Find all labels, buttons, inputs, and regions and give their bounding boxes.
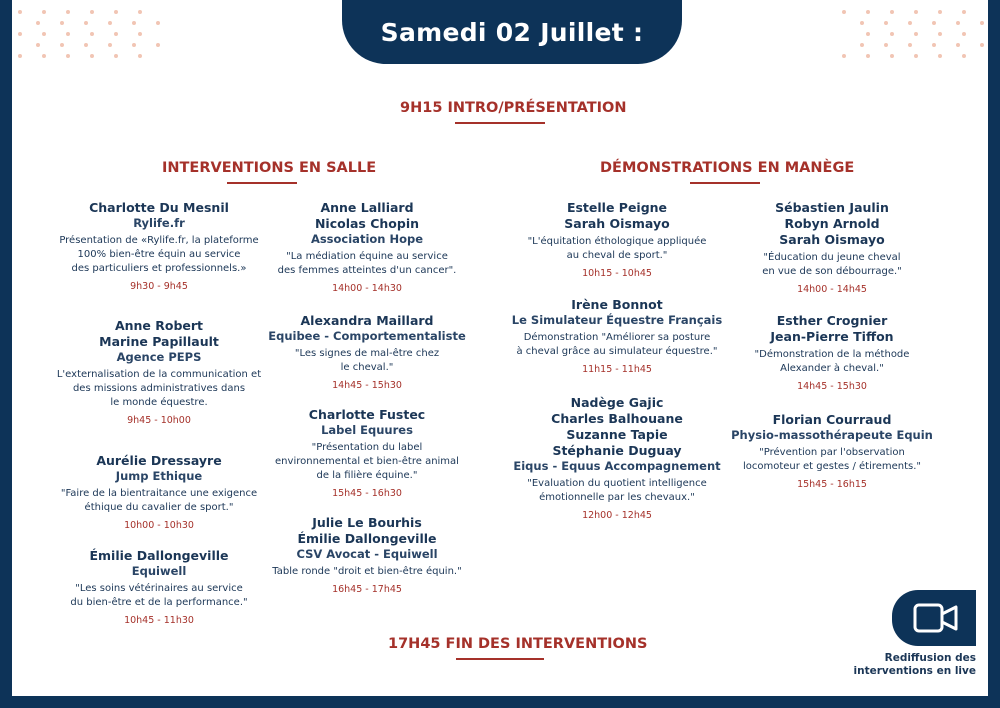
session-description xyxy=(722,348,942,376)
section-salle-text: INTERVENTIONS EN SALLE xyxy=(162,160,377,176)
decorative-dot xyxy=(18,32,22,36)
finale-text: 17H45 FIN DES INTERVENTIONS xyxy=(388,636,648,652)
finale-heading xyxy=(388,636,648,660)
decorative-dot xyxy=(66,32,70,36)
speaker-name: Estelle Peigne xyxy=(566,200,668,215)
session-description xyxy=(257,347,477,375)
speaker-name: Marine Papillault xyxy=(99,334,219,349)
description-line: émotionnelle par les chevaux." xyxy=(539,492,695,503)
title-tab xyxy=(342,0,682,64)
decorative-dots-right xyxy=(842,10,988,80)
session-time: 12h00 - 12h45 xyxy=(582,510,652,521)
description-line: "Les soins vétérinaires au service xyxy=(75,583,243,594)
section-manege-underline xyxy=(690,182,760,184)
description-line: éthique du cavalier de sport." xyxy=(84,502,234,513)
decorative-dot xyxy=(108,21,112,25)
speaker-name: Esther Crognier xyxy=(776,313,888,328)
manege-entry xyxy=(507,395,727,521)
session-description xyxy=(257,441,477,483)
description-line: Présentation de «Rylife.fr, la plateforme xyxy=(59,235,259,246)
description-line: L'externalisation de la communication et xyxy=(56,369,262,380)
decorative-dot xyxy=(980,21,984,25)
session-time: 14h00 - 14h45 xyxy=(797,284,867,295)
speaker-name: Nadège Gajic xyxy=(570,395,664,410)
description-line: environnemental et bien-être animal xyxy=(275,456,459,467)
decorative-dot xyxy=(914,54,918,58)
session-description xyxy=(257,250,477,278)
session-time: 9h30 - 9h45 xyxy=(130,281,188,292)
description-line: "Faire de la bientraitance une exigence xyxy=(60,488,258,499)
section-salle-heading xyxy=(162,160,377,184)
decorative-dot xyxy=(18,10,22,14)
intro-heading xyxy=(400,100,627,124)
session-time: 14h45 - 15h30 xyxy=(332,380,402,391)
decorative-dot xyxy=(42,10,46,14)
session-time: 11h15 - 11h45 xyxy=(582,364,652,375)
session-time: 9h45 - 10h00 xyxy=(127,415,191,426)
decorative-dot xyxy=(938,54,942,58)
speaker-name: Aurélie Dressayre xyxy=(96,453,222,468)
decorative-dot xyxy=(18,54,22,58)
decorative-dot xyxy=(60,21,64,25)
decorative-dot xyxy=(842,54,846,58)
decorative-dot xyxy=(108,43,112,47)
decorative-dot xyxy=(132,21,136,25)
speaker-organization: Agence PEPS xyxy=(116,350,202,364)
speaker-organization: Association Hope xyxy=(310,232,424,246)
decorative-dot xyxy=(938,32,942,36)
decorative-dot xyxy=(860,43,864,47)
decorative-dot xyxy=(962,32,966,36)
description-line: "Les signes de mal-être chez xyxy=(294,348,440,359)
description-line: "Démonstration de la méthode xyxy=(754,349,910,360)
session-description xyxy=(507,331,727,359)
decorative-dot xyxy=(932,43,936,47)
session-time: 10h45 - 11h30 xyxy=(124,615,194,626)
speaker-name: Alexandra Maillard xyxy=(300,313,434,328)
description-line: Table ronde "droit et bien-être équin." xyxy=(272,566,462,577)
decorative-dot xyxy=(138,54,142,58)
speaker-name: Charlotte Fustec xyxy=(308,407,426,422)
description-line: "Prévention par l'observation xyxy=(759,447,905,458)
decorative-dot xyxy=(860,21,864,25)
decorative-dot xyxy=(114,10,118,14)
decorative-dot xyxy=(90,54,94,58)
live-line-1: Rediffusion des xyxy=(884,652,976,664)
session-description xyxy=(49,582,269,610)
section-manege-text: DÉMONSTRATIONS EN MANÈGE xyxy=(600,160,855,176)
live-line-2: interventions en live xyxy=(853,665,976,677)
manege-entry xyxy=(722,200,942,295)
session-description xyxy=(49,234,269,276)
speaker-organization: Label Equures xyxy=(321,423,413,437)
speaker-name: Robyn Arnold xyxy=(784,216,880,231)
decorative-dot xyxy=(956,43,960,47)
session-description xyxy=(257,565,477,579)
decorative-dot xyxy=(138,10,142,14)
session-description xyxy=(722,251,942,279)
session-description xyxy=(722,446,942,474)
salle-entry xyxy=(257,407,477,499)
speaker-name: Nicolas Chopin xyxy=(314,216,420,231)
decorative-dot xyxy=(890,10,894,14)
speaker-name: Suzanne Tapie xyxy=(566,427,668,442)
decorative-dot xyxy=(890,32,894,36)
speaker-name: Charles Balhouane xyxy=(551,411,683,426)
description-line: "Présentation du label xyxy=(311,442,423,453)
description-line: "La médiation équine au service xyxy=(286,251,448,262)
decorative-dot xyxy=(908,43,912,47)
description-line: Alexander à cheval." xyxy=(780,363,884,374)
manege-entry xyxy=(507,200,727,279)
manege-entry xyxy=(722,313,942,392)
speaker-organization: Le Simulateur Équestre Français xyxy=(511,313,723,327)
speaker-name: Charlotte Du Mesnil xyxy=(89,200,229,215)
decorative-dot xyxy=(866,10,870,14)
decorative-dot xyxy=(980,43,984,47)
decorative-dot xyxy=(914,32,918,36)
section-manege-heading xyxy=(600,160,855,184)
live-replay-badge[interactable] xyxy=(892,590,976,646)
session-time: 14h00 - 14h30 xyxy=(332,283,402,294)
decorative-dot xyxy=(42,32,46,36)
description-line: "L'équitation éthologique appliquée xyxy=(527,236,707,247)
session-time: 15h45 - 16h30 xyxy=(332,488,402,499)
decorative-dot xyxy=(36,21,40,25)
session-description xyxy=(49,368,269,410)
description-line: des femmes atteintes d'un cancer". xyxy=(277,265,457,276)
speaker-name: Sarah Oismayo xyxy=(564,216,670,231)
intro-underline xyxy=(455,122,545,124)
speaker-name: Émilie Dallongeville xyxy=(297,531,437,546)
speaker-name: Sébastien Jaulin xyxy=(775,200,889,215)
session-description xyxy=(507,477,727,505)
decorative-dot xyxy=(884,21,888,25)
description-line: "Éducation du jeune cheval xyxy=(763,252,901,263)
decorative-dot xyxy=(114,32,118,36)
decorative-dot xyxy=(962,10,966,14)
decorative-dot xyxy=(90,32,94,36)
session-time: 15h45 - 16h15 xyxy=(797,479,867,490)
decorative-dot xyxy=(138,32,142,36)
salle-entry xyxy=(49,200,269,292)
session-time: 14h45 - 15h30 xyxy=(797,381,867,392)
session-time: 10h00 - 10h30 xyxy=(124,520,194,531)
description-line: des particuliers et professionnels.» xyxy=(71,263,247,274)
decorative-dot xyxy=(36,43,40,47)
speaker-organization: Eiqus - Equus Accompagnement xyxy=(513,459,721,473)
decorative-dot xyxy=(884,43,888,47)
section-salle-underline xyxy=(227,182,297,184)
decorative-dot xyxy=(84,21,88,25)
decorative-dot xyxy=(156,43,160,47)
description-line: le monde équestre. xyxy=(110,397,208,408)
speaker-organization: Jump Ethique xyxy=(115,469,203,483)
decorative-dot xyxy=(938,10,942,14)
description-line: à cheval grâce au simulateur équestre." xyxy=(516,346,718,357)
decorative-dot xyxy=(42,54,46,58)
manege-entry xyxy=(722,412,942,490)
speaker-name: Julie Le Bourhis xyxy=(312,515,422,530)
description-line: 100% bien-être équin au service xyxy=(77,249,241,260)
decorative-dot xyxy=(114,54,118,58)
description-line: le cheval." xyxy=(340,362,394,373)
salle-entry xyxy=(49,318,269,426)
speaker-name: Anne Lalliard xyxy=(320,200,414,215)
speaker-organization: Equibee - Comportementaliste xyxy=(268,329,466,343)
decorative-dot xyxy=(842,10,846,14)
salle-entry xyxy=(257,313,477,391)
description-line: en vue de son débourrage." xyxy=(762,266,902,277)
description-line: locomoteur et gestes / étirements." xyxy=(742,461,922,472)
description-line: Démonstration "Améliorer sa posture xyxy=(523,332,711,343)
speaker-name: Stéphanie Duguay xyxy=(552,443,682,458)
description-line: "Evaluation du quotient intelligence xyxy=(527,478,707,489)
salle-entry xyxy=(257,200,477,294)
decorative-dot xyxy=(66,54,70,58)
speaker-organization: CSV Avocat - Equiwell xyxy=(296,547,438,561)
description-line: des missions administratives dans xyxy=(72,383,246,394)
decorative-dot xyxy=(956,21,960,25)
decorative-dot xyxy=(866,54,870,58)
manege-entry xyxy=(507,297,727,375)
decorative-dot xyxy=(914,10,918,14)
live-replay-caption xyxy=(846,652,976,678)
description-line: du bien-être et de la performance." xyxy=(70,597,248,608)
decorative-dot xyxy=(908,21,912,25)
session-description xyxy=(507,235,727,263)
salle-entry xyxy=(49,548,269,626)
finale-underline xyxy=(456,658,544,660)
decorative-dot xyxy=(90,10,94,14)
decorative-dot xyxy=(962,54,966,58)
decorative-dot xyxy=(60,43,64,47)
speaker-organization: Rylife.fr xyxy=(133,216,185,230)
decorative-dot xyxy=(890,54,894,58)
program-sheet xyxy=(12,0,988,696)
decorative-dot xyxy=(866,32,870,36)
session-time: 10h15 - 10h45 xyxy=(582,268,652,279)
speaker-name: Émilie Dallongeville xyxy=(89,548,229,563)
speaker-name: Irène Bonnot xyxy=(571,297,663,312)
description-line: au cheval de sport." xyxy=(566,250,668,261)
intro-text: 9H15 INTRO/PRÉSENTATION xyxy=(400,100,627,116)
decorative-dot xyxy=(84,43,88,47)
decorative-dots-left xyxy=(18,10,168,80)
salle-entry xyxy=(257,515,477,595)
speaker-organization: Equiwell xyxy=(131,564,187,578)
decorative-dot xyxy=(132,43,136,47)
description-line: de la filière équine." xyxy=(316,470,418,481)
session-time: 16h45 - 17h45 xyxy=(332,584,402,595)
video-camera-icon xyxy=(912,601,960,635)
speaker-name: Jean-Pierre Tiffon xyxy=(770,329,894,344)
speaker-name: Florian Courraud xyxy=(772,412,892,427)
decorative-dot xyxy=(932,21,936,25)
decorative-dot xyxy=(66,10,70,14)
speaker-name: Sarah Oismayo xyxy=(779,232,885,247)
session-description xyxy=(49,487,269,515)
speaker-name: Anne Robert xyxy=(114,318,204,333)
speaker-organization: Physio-massothérapeute Equin xyxy=(731,428,933,442)
salle-entry xyxy=(49,453,269,531)
decorative-dot xyxy=(156,21,160,25)
page-title: Samedi 02 Juillet : xyxy=(380,17,644,47)
